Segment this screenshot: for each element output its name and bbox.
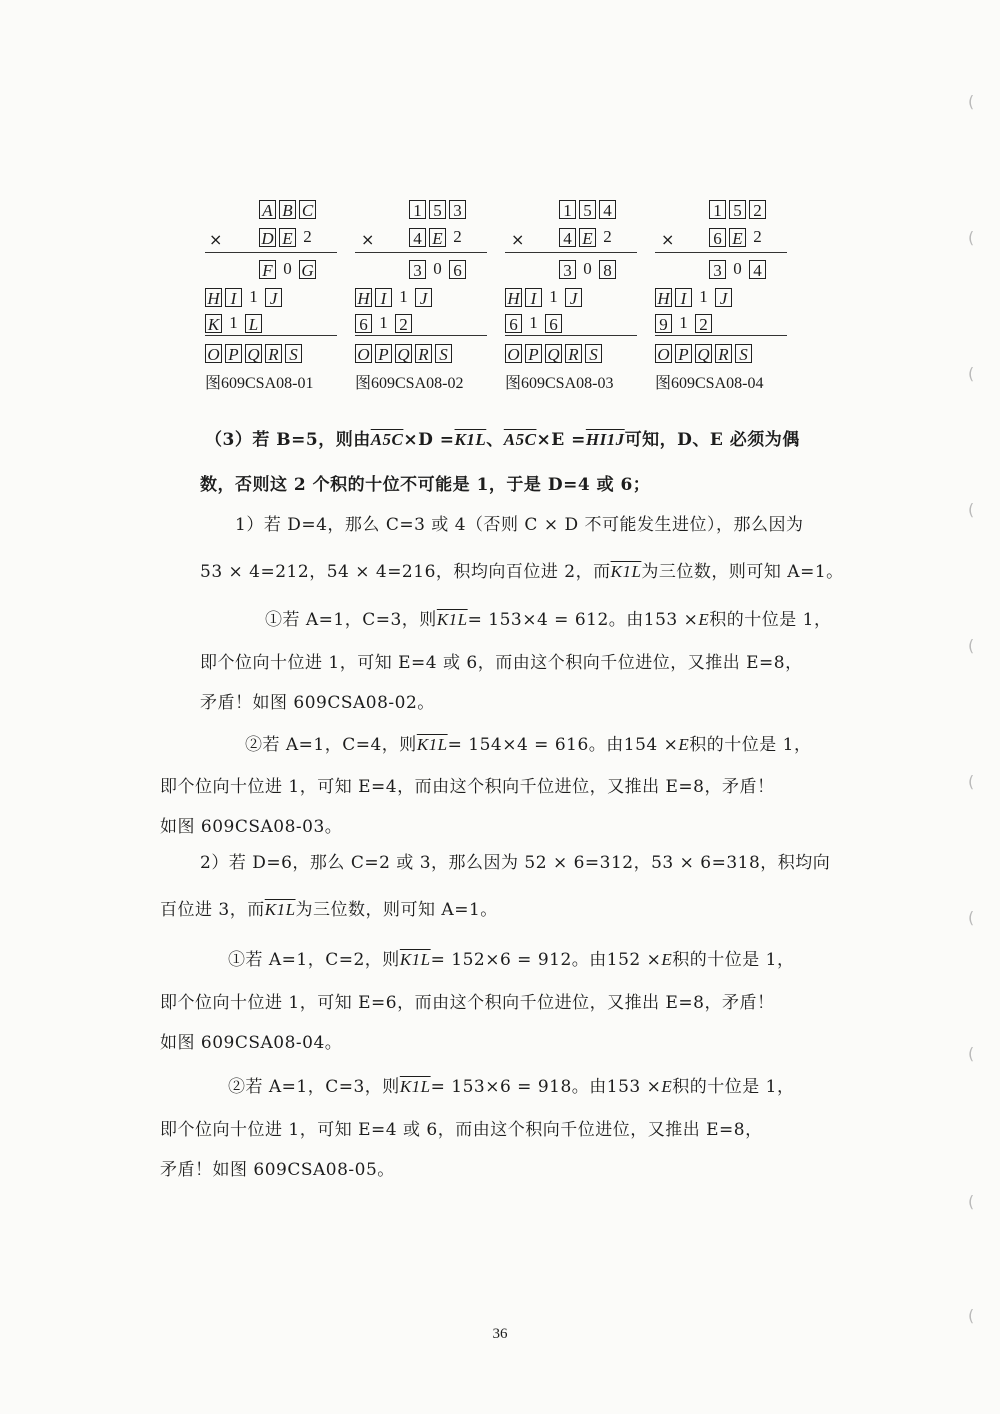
figure-row-6 [205, 342, 305, 364]
boxed-digit: 2 [695, 314, 712, 333]
text-run: ×E = [536, 430, 586, 450]
text-run: = 153×4 = 612。由153 × [467, 610, 699, 630]
figure-row-3 [409, 258, 469, 280]
binder-mark: ( [968, 636, 975, 655]
paragraph-d4-line-1: 1）若 D=4，那么 C=3 或 4（否则 C × D 不可能发生进位），那么因为 [235, 515, 804, 535]
page-number: 36 [492, 1326, 508, 1342]
case-1-line-2: 即个位向十位进 1，可知 E=4 或 6，而由这个积向千位进位，又推出 E=8， [200, 653, 803, 673]
figure-row-1 [259, 198, 319, 220]
figure-row-4 [505, 286, 585, 308]
figure-row-5 [355, 312, 415, 334]
digit: 2 [303, 227, 312, 246]
figure-row-1 [409, 198, 469, 220]
boxed-digit: 1 [709, 200, 726, 219]
boxed-digit: 5 [729, 200, 746, 219]
case-2-line-3: 如图 609CSA08-03。 [160, 817, 343, 837]
figure-row-2 [259, 226, 319, 248]
multiply-sign: × [511, 230, 525, 249]
boxed-digit: A [259, 200, 276, 219]
digit: 1 [399, 287, 408, 306]
text-run: 积的十位是 1， [709, 610, 832, 630]
paragraph-3-line-1 [205, 425, 800, 450]
text-run: 积的十位是 1， [689, 735, 812, 755]
case-4-line-2: 即个位向十位进 1，可知 E=4 或 6，而由这个积向千位进位，又推出 E=8， [160, 1120, 763, 1140]
text-run: （3）若 B=5，则由 [205, 430, 371, 450]
figure-row-3 [709, 258, 769, 280]
boxed-digit: P [225, 344, 242, 363]
boxed-digit: B [279, 200, 296, 219]
text-run: 、 [486, 430, 504, 450]
boxed-digit: R [565, 344, 582, 363]
figure-caption: 图609CSA08-03 [505, 375, 614, 392]
boxed-digit: 3 [709, 260, 726, 279]
digit: 1 [679, 313, 688, 332]
figure-row-4 [355, 286, 435, 308]
paragraph-3-line-2: 数，否则这 2 个积的十位不可能是 1，于是 D=4 或 6； [200, 475, 651, 495]
boxed-digit: Q [245, 344, 262, 363]
digit: 1 [549, 287, 558, 306]
case-1-line-1 [265, 605, 832, 630]
multiply-sign: × [361, 230, 375, 249]
boxed-digit: E [729, 228, 746, 247]
boxed-digit: P [675, 344, 692, 363]
text-run: 为三位数，则可知 A=1。 [295, 900, 498, 920]
digit: 2 [603, 227, 612, 246]
figure-row-6 [505, 342, 605, 364]
multiplication-figure [505, 196, 655, 396]
boxed-digit: 2 [395, 314, 412, 333]
figure-row-6 [355, 342, 455, 364]
figure-row-5 [205, 312, 265, 334]
overline-number: K1L [416, 735, 448, 754]
figure-row-5 [655, 312, 715, 334]
boxed-digit: O [355, 344, 372, 363]
case-2-line-2: 即个位向十位进 1，可知 E=4，而由这个积向千位进位，又推出 E=8，矛盾！ [160, 777, 775, 797]
overline-number: HI1J [585, 430, 625, 449]
binder-mark: ( [968, 92, 975, 111]
boxed-digit: S [585, 344, 602, 363]
figure-rule [355, 252, 487, 253]
paragraph-d4-line-2 [200, 557, 844, 582]
overline-number: K1L [264, 900, 296, 919]
overline-number: K1L [610, 562, 642, 581]
boxed-digit: Q [395, 344, 412, 363]
figure-row-1 [559, 198, 619, 220]
text-run: 积的十位是 1， [672, 1077, 795, 1097]
binder-mark: ( [968, 1192, 975, 1211]
text-run: = 153×6 = 918。由153 × [430, 1077, 662, 1097]
variable: E [661, 1077, 673, 1096]
boxed-digit: 1 [409, 200, 426, 219]
boxed-digit: R [715, 344, 732, 363]
case-2-line-1 [245, 730, 812, 755]
boxed-digit: 4 [749, 260, 766, 279]
overline-number: A5C [503, 430, 537, 449]
boxed-digit: O [205, 344, 222, 363]
boxed-digit: 4 [559, 228, 576, 247]
boxed-digit: I [525, 288, 542, 307]
binder-mark: ( [968, 500, 975, 519]
digit: 1 [249, 287, 258, 306]
boxed-digit: 4 [599, 200, 616, 219]
boxed-digit: E [579, 228, 596, 247]
digit: 0 [583, 259, 592, 278]
binder-mark: ( [968, 1306, 975, 1325]
digit: 1 [699, 287, 708, 306]
boxed-digit: F [259, 260, 276, 279]
text-run: ①若 A=1，C=3，则 [265, 610, 437, 630]
overline-number: A5C [370, 430, 404, 449]
case-4-line-3: 矛盾！如图 609CSA08-05。 [160, 1160, 395, 1180]
binder-mark: ( [968, 908, 975, 927]
boxed-digit: S [435, 344, 452, 363]
binder-mark: ( [968, 228, 975, 247]
figure-caption: 图609CSA08-04 [655, 375, 764, 392]
binder-mark: ( [968, 772, 975, 791]
boxed-digit: H [505, 288, 522, 307]
digit: 1 [229, 313, 238, 332]
digit: 2 [453, 227, 462, 246]
boxed-digit: 9 [655, 314, 672, 333]
case-4-line-1 [228, 1072, 795, 1097]
boxed-digit: 2 [749, 200, 766, 219]
variable: E [678, 735, 690, 754]
boxed-digit: O [505, 344, 522, 363]
figure-rule [355, 335, 487, 336]
figure-rule [655, 252, 787, 253]
boxed-digit: J [415, 288, 432, 307]
digit: 2 [753, 227, 762, 246]
digit: 0 [433, 259, 442, 278]
boxed-digit: E [279, 228, 296, 247]
boxed-digit: 6 [505, 314, 522, 333]
binder-mark: ( [968, 364, 975, 383]
overline-number: K1L [454, 430, 487, 449]
text-run: ②若 A=1，C=4，则 [245, 735, 417, 755]
figure-row-2 [709, 226, 769, 248]
case-3-line-2: 即个位向十位进 1，可知 E=6，而由这个积向千位进位，又推出 E=8，矛盾！ [160, 993, 775, 1013]
boxed-digit: P [375, 344, 392, 363]
figure-row-6 [655, 342, 755, 364]
text-run: = 154×4 = 616。由154 × [447, 735, 679, 755]
boxed-digit: H [655, 288, 672, 307]
boxed-digit: 8 [599, 260, 616, 279]
boxed-digit: G [299, 260, 316, 279]
boxed-digit: J [265, 288, 282, 307]
overline-number: K1L [399, 1077, 431, 1096]
text-run: 为三位数，则可知 A=1。 [641, 562, 844, 582]
text-run: 可知，D、E 必须为偶 [624, 430, 800, 450]
figure-row-4 [655, 286, 735, 308]
boxed-digit: I [375, 288, 392, 307]
boxed-digit: 4 [409, 228, 426, 247]
figure-rule [205, 335, 337, 336]
boxed-digit: H [355, 288, 372, 307]
multiply-sign: × [661, 230, 675, 249]
variable: E [661, 950, 673, 969]
text-run: ①若 A=1，C=2，则 [228, 950, 400, 970]
boxed-digit: Q [545, 344, 562, 363]
figure-row-3 [259, 258, 319, 280]
boxed-digit: L [245, 314, 262, 333]
overline-number: K1L [399, 950, 431, 969]
paragraph-d6-line-2 [160, 895, 498, 920]
multiplication-figure [355, 196, 505, 396]
boxed-digit: C [299, 200, 316, 219]
figure-rule [505, 252, 637, 253]
boxed-digit: R [265, 344, 282, 363]
multiplication-figure [205, 196, 355, 396]
boxed-digit: 6 [709, 228, 726, 247]
digit: 1 [529, 313, 538, 332]
binder-mark: ( [968, 1044, 975, 1063]
case-1-line-3: 矛盾！如图 609CSA08-02。 [200, 693, 435, 713]
boxed-digit: R [415, 344, 432, 363]
boxed-digit: 5 [579, 200, 596, 219]
boxed-digit: S [285, 344, 302, 363]
multiplication-figure [655, 196, 805, 396]
figure-rule [205, 252, 337, 253]
case-3-line-1 [228, 945, 795, 970]
boxed-digit: I [675, 288, 692, 307]
boxed-digit: I [225, 288, 242, 307]
paragraph-d6-line-1: 2）若 D=6，那么 C=2 或 3，那么因为 52 × 6=312，53 × 6=318，积均向 [200, 853, 831, 873]
figure-rule [655, 335, 787, 336]
boxed-digit: K [205, 314, 222, 333]
variable: E [698, 610, 710, 629]
boxed-digit: H [205, 288, 222, 307]
boxed-digit: D [259, 228, 276, 247]
text-run: 百位进 3，而 [160, 900, 265, 920]
figure-caption: 图609CSA08-01 [205, 375, 314, 392]
figure-row-5 [505, 312, 565, 334]
boxed-digit: 3 [409, 260, 426, 279]
boxed-digit: P [525, 344, 542, 363]
figure-row-3 [559, 258, 619, 280]
boxed-digit: J [565, 288, 582, 307]
boxed-digit: 5 [429, 200, 446, 219]
figure-rule [505, 335, 637, 336]
boxed-digit: 1 [559, 200, 576, 219]
text-run: ②若 A=1，C=3，则 [228, 1077, 400, 1097]
boxed-digit: 6 [449, 260, 466, 279]
figure-caption: 图609CSA08-02 [355, 375, 464, 392]
figure-row [205, 196, 805, 396]
overline-number: K1L [436, 610, 468, 629]
boxed-digit: E [429, 228, 446, 247]
boxed-digit: O [655, 344, 672, 363]
boxed-digit: S [735, 344, 752, 363]
figure-row-1 [709, 198, 769, 220]
figure-row-2 [409, 226, 469, 248]
text-run: 53 × 4=212，54 × 4=216，积均向百位进 2，而 [200, 562, 611, 582]
boxed-digit: 3 [449, 200, 466, 219]
digit: 0 [283, 259, 292, 278]
boxed-digit: Q [695, 344, 712, 363]
text-run: 积的十位是 1， [672, 950, 795, 970]
multiply-sign: × [209, 230, 223, 249]
case-3-line-3: 如图 609CSA08-04。 [160, 1033, 343, 1053]
boxed-digit: 3 [559, 260, 576, 279]
boxed-digit: J [715, 288, 732, 307]
boxed-digit: 6 [355, 314, 372, 333]
digit: 1 [379, 313, 388, 332]
text-run: ×D = [403, 430, 455, 450]
text-run: = 152×6 = 912。由152 × [430, 950, 662, 970]
figure-row-4 [205, 286, 285, 308]
figure-row-2 [559, 226, 619, 248]
digit: 0 [733, 259, 742, 278]
boxed-digit: 6 [545, 314, 562, 333]
